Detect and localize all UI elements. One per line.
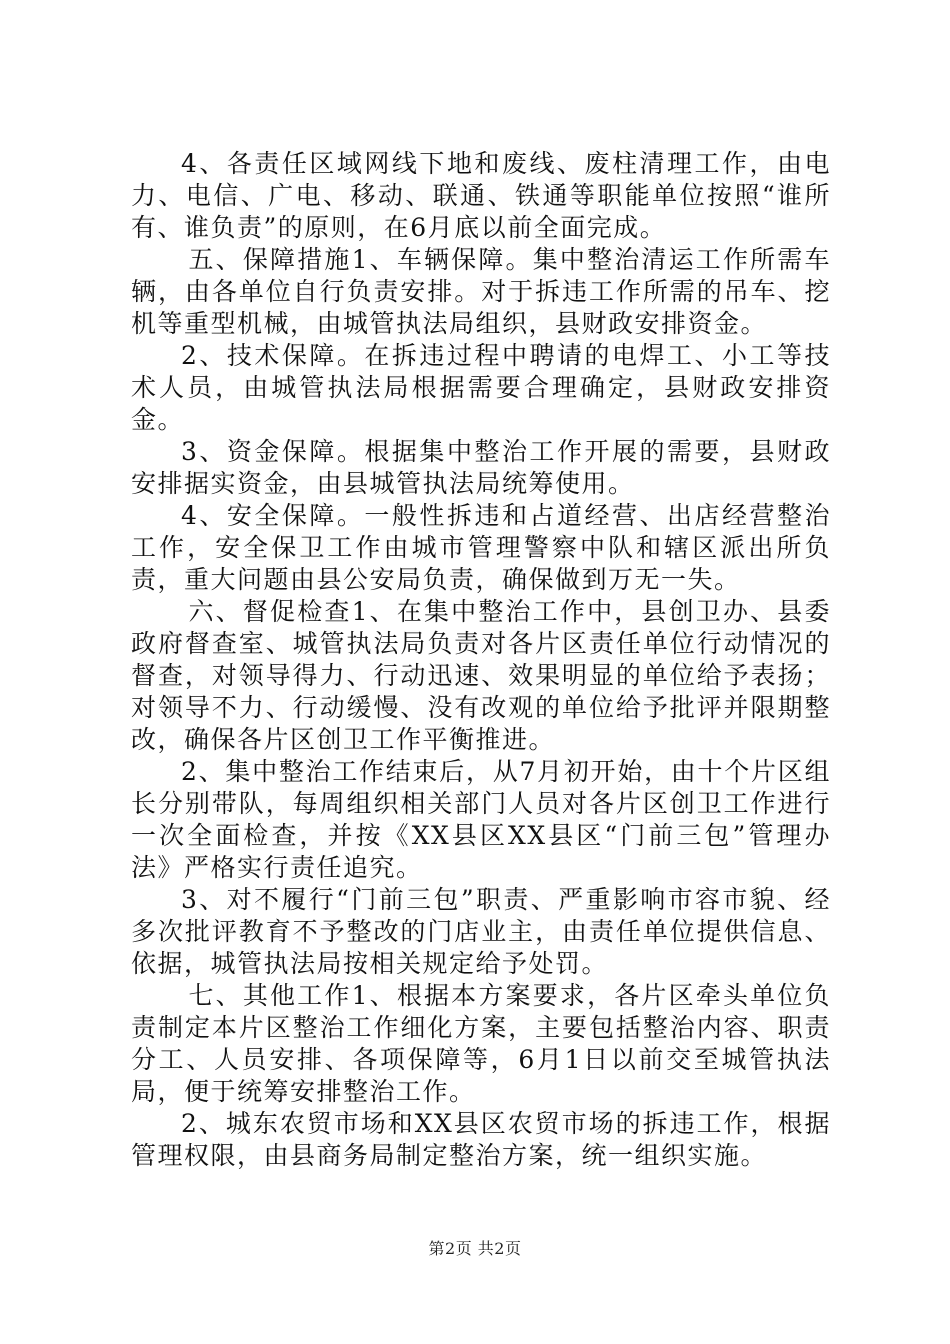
paragraph: 4、各责任区域网线下地和废线、废柱清理工作，由电力、电信、广电、移动、联通、铁通等职能单位按照“谁所有、谁负责”的原则，在6月底以前全面完成。 (131, 149, 831, 242)
section-paragraph: 七、其他工作1、根据本方案要求，各片区牵头单位负责制定本片区整治工作细化方案，主要包括整治内容、职责分工、人员安排、各项保障等，6月1日以前交至城管执法局，便于统筹安排整治工作。 (131, 981, 831, 1106)
page-number-footer: 第2页 共2页 (428, 1239, 522, 1258)
paragraph: 3、资金保障。根据集中整治工作开展的需要，县财政安排据实资金，由县城管执法局统筹使用。 (131, 437, 831, 498)
paragraph: 2、技术保障。在拆违过程中聘请的电焊工、小工等技术人员，由城管执法局根据需要合理确定，县财政安排资金。 (131, 341, 831, 434)
section-paragraph: 五、保障措施1、车辆保障。集中整治清运工作所需车辆，由各单位自行负责安排。对于拆违工作所需的吊车、挖机等重型机械，由城管执法局组织，县财政安排资金。 (131, 245, 831, 338)
document-body (131, 148, 831, 1172)
paragraph: 3、对不履行“门前三包”职责、严重影响市容市貌、经多次批评教育不予整改的门店业主，由责任单位提供信息、依据，城管执法局按相关规定给予处罚。 (131, 885, 831, 978)
paragraph: 2、城东农贸市场和XX县区农贸市场的拆违工作，根据管理权限，由县商务局制定整治方案，统一组织实施。 (131, 1109, 831, 1170)
paragraph: 4、安全保障。一般性拆违和占道经营、出店经营整治工作，安全保卫工作由城市管理警察中队和辖区派出所负责，重大问题由县公安局负责，确保做到万无一失。 (131, 501, 831, 594)
paragraph: 2、集中整治工作结束后，从7月初开始，由十个片区组长分别带队，每周组织相关部门人员对各片区创卫工作进行一次全面检查，并按《XX县区XX县区“门前三包”管理办法》严格实行责任追究。 (131, 757, 831, 882)
section-paragraph: 六、督促检查1、在集中整治工作中，县创卫办、县委政府督查室、城管执法局负责对各片区责任单位行动情况的督查，对领导得力、行动迅速、效果明显的单位给予表扬；对领导不力、行动缓慢、没有改观的单位给予批评并限期整改，确保各片区创卫工作平衡推进。 (131, 597, 831, 754)
